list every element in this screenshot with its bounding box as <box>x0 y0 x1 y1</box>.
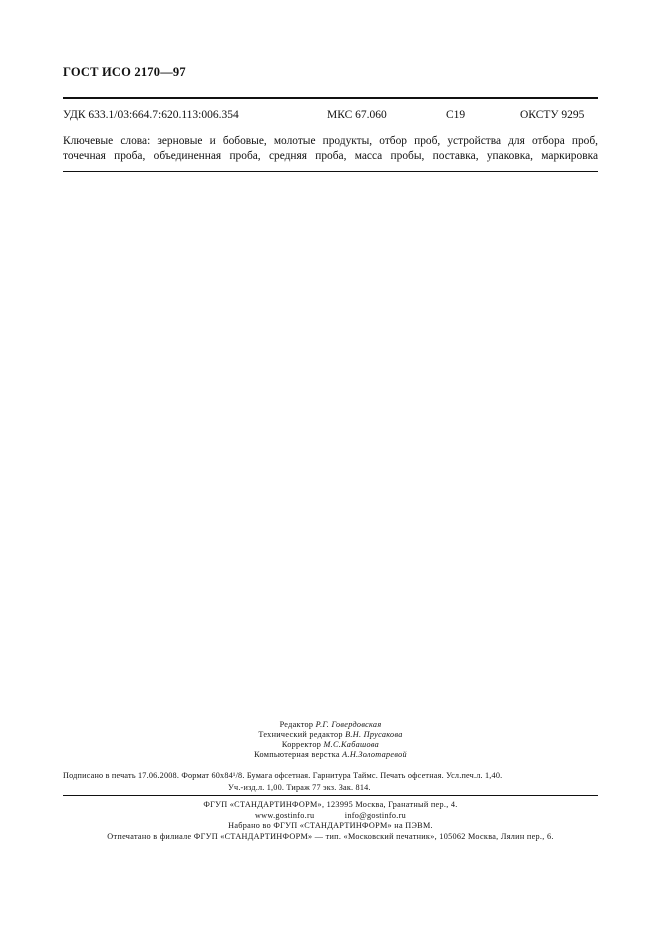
credit-role: Корректор <box>281 740 322 749</box>
mks-code: МКС 67.060 <box>327 109 387 121</box>
credit-editor <box>0 720 661 730</box>
credit-tech-editor <box>0 730 661 740</box>
udk-code: УДК 633.1/03:664.7:620.113:006.354 <box>63 109 239 121</box>
okstu-code: ОКСТУ 9295 <box>520 109 585 121</box>
top-divider <box>63 97 598 99</box>
publisher-email: info@gostinfo.ru <box>344 810 407 820</box>
keywords-divider <box>63 171 598 172</box>
print-info-line-2: Уч.-изд.л. 1,00. Тираж 77 экз. Зак. 814. <box>228 783 371 792</box>
credits-block <box>0 720 661 760</box>
credit-role: Компьютерная верстка <box>254 750 340 759</box>
document-code: ГОСТ ИСО 2170—97 <box>63 65 186 79</box>
group-code: С19 <box>446 109 466 121</box>
publisher-block <box>0 800 661 842</box>
keywords-line-1: Ключевые слова: зерновые и бобовые, молотые продукты, отбор проб, устройства для отбора проб, <box>63 135 598 147</box>
publisher-address: ФГУП «СТАНДАРТИНФОРМ», 123995 Москва, Гранатный пер., 4. <box>203 800 458 809</box>
credit-person: А.Н.Золотаревой <box>342 750 407 759</box>
publisher-contacts <box>0 811 661 822</box>
print-info <box>63 770 598 794</box>
keywords-paragraph <box>63 134 598 164</box>
credit-person: Р.Г. Говердовская <box>315 720 382 729</box>
typeset-note: Набрано во ФГУП «СТАНДАРТИНФОРМ» на ПЭВМ. <box>228 821 433 830</box>
keywords-line-2: точечная проба, объединенная проба, средняя проба, масса пробы, поставка, упаковка, маркировка <box>63 150 598 162</box>
credit-person: М.С.Кабашова <box>323 740 380 749</box>
credit-role: Редактор <box>279 720 314 729</box>
print-info-line-1: Подписано в печать 17.06.2008. Формат 60x84¹/8. Бумага офсетная. Гарнитура Таймс. Печать офсетная. Усл.печ.л. 1,40. <box>63 771 503 780</box>
credit-role: Технический редактор <box>258 730 343 739</box>
publisher-website: www.gostinfo.ru <box>254 810 315 820</box>
printed-note: Отпечатано в филиале ФГУП «СТАНДАРТИНФОРМ» — тип. «Московский печатник», 105062 Москва, Лялин пер., 6. <box>107 831 554 841</box>
publisher-divider <box>63 795 598 796</box>
credit-person: В.Н. Прусакова <box>345 730 403 739</box>
credit-corrector <box>0 740 661 750</box>
credit-layout <box>0 750 661 760</box>
